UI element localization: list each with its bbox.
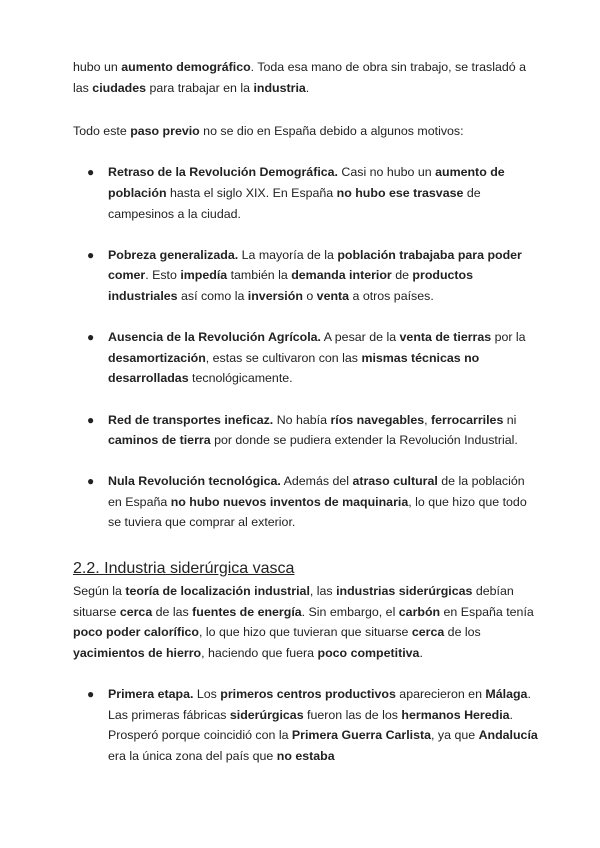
bold-term: industrias siderúrgicas: [336, 584, 473, 599]
bold-term: industria: [253, 80, 306, 95]
bold-term: primeros centros productivos: [220, 687, 396, 702]
bold-term: atraso cultural: [352, 474, 438, 489]
bold-term: Ausencia de la Revolución Agrícola.: [108, 330, 321, 345]
bold-term: siderúrgicas: [229, 707, 304, 722]
bold-term: poco poder calorífico: [73, 625, 199, 640]
bold-term: Red de transportes ineficaz.: [108, 412, 274, 427]
bold-term: mismas técnicas no desarrolladas: [108, 350, 480, 386]
list-item: ● Ausencia de la Revolución Agrícola. A pesar de la venta de tierras por la desamortización, estas se cultivaron con las mismas técnicas no desarrolladas tecnológicamente.: [73, 327, 540, 389]
bold-term: aumento demográfico: [121, 60, 251, 74]
bold-term: no estaba: [276, 748, 335, 763]
list-item: ● Nula Revolución tecnológica. Además del atraso cultural de la población en España no hubo nuevos inventos de maquinaria, lo que hizo que todo se tuviera que comprar al exterior.: [73, 471, 540, 533]
bold-term: ferrocarriles: [431, 412, 504, 427]
bold-term: Primera Guerra Carlista: [291, 728, 432, 743]
lead-paragraph: Todo este paso previo no se dio en España debido a algunos motivos:: [73, 124, 464, 139]
bold-term: hermanos Heredia: [401, 707, 510, 722]
bold-term: carbón: [398, 604, 441, 619]
bold-term: ríos navegables: [330, 412, 425, 427]
section-heading: 2.2. Industria siderúrgica vasca: [73, 560, 295, 578]
bold-term: no hubo ese trasvase: [336, 185, 464, 200]
list-item: ● Retraso de la Revolución Demográfica. Casi no hubo un aumento de población hasta el siglo XIX. En España no hubo ese trasvase de campesinos a la ciudad.: [73, 162, 540, 224]
bold-term: productos industriales: [108, 268, 473, 303]
bullet-icon: ●: [87, 247, 95, 262]
section-paragraph: Según la teoría de localización industrial, las industrias siderúrgicas debían situarse cerca de las fuentes de energía. Sin embargo, el carbón en España tenía poco poder calorífico, lo que hizo que tuvieran que situarse cerca de los yacimientos de hierro, haciendo que fuera poco competitiva.: [73, 584, 534, 660]
list-item: ● Pobreza generalizada. La mayoría de la población trabajaba para poder comer. Esto impedía también la demanda interior de productos industriales así como la inversión o venta a otros países.: [73, 245, 540, 307]
bold-term: cerca: [411, 625, 445, 640]
bullet-icon: ●: [87, 165, 95, 180]
bold-term: venta de tierras: [399, 330, 492, 345]
motives-list: [73, 162, 540, 533]
bold-term: inversión: [247, 288, 303, 303]
bold-term: cerca: [119, 604, 153, 619]
bold-term: Primera etapa.: [108, 687, 194, 702]
intro-paragraph: hubo un aumento demográfico. Toda esa mano de obra sin trabajo, se trasladó a las ciudades para trabajar en la industria.: [73, 60, 526, 95]
bold-term: Retraso de la Revolución Demográfica.: [108, 165, 338, 180]
bold-term: venta: [316, 288, 350, 303]
bullet-icon: ●: [87, 474, 95, 489]
bold-term: población trabajaba para poder comer: [108, 247, 522, 283]
bold-term: no hubo nuevos inventos de maquinaria: [170, 494, 409, 509]
bold-term: Pobreza generalizada.: [108, 247, 239, 262]
bold-term: Málaga: [485, 687, 528, 702]
bold-term: poco competitiva: [317, 645, 420, 660]
list-item: ● Primera etapa. Los primeros centros productivos aparecieron en Málaga. Las primeras fábricas siderúrgicas fueron las de los hermanos Heredia. Prosperó porque coincidió con la Primera Guerra Carlista, ya que Andalucía era la única zona del país que no estaba: [73, 684, 540, 766]
stages-list: [73, 684, 540, 766]
bold-term: desamortización: [108, 350, 206, 365]
bold-term: Nula Revolución tecnológica.: [108, 474, 281, 489]
bold-term: demanda interior: [291, 268, 392, 283]
bold-term: ciudades: [92, 80, 147, 95]
bold-term: aumento de población: [108, 165, 505, 200]
bold-term: paso previo: [130, 124, 200, 139]
bullet-icon: ●: [87, 330, 95, 345]
bold-term: teoría de localización industrial: [125, 584, 310, 599]
bullet-icon: ●: [87, 687, 95, 702]
bold-term: impedía: [180, 268, 228, 283]
list-item: ● Red de transportes ineficaz. No había ríos navegables, ferrocarriles ni caminos de tierra por donde se pudiera extender la Revolución Industrial.: [73, 410, 540, 451]
bold-term: caminos de tierra: [108, 433, 211, 448]
bold-term: Andalucía: [478, 728, 538, 743]
bold-term: yacimientos de hierro: [73, 645, 202, 660]
bold-term: fuentes de energía: [192, 604, 302, 619]
bullet-icon: ●: [87, 412, 95, 427]
